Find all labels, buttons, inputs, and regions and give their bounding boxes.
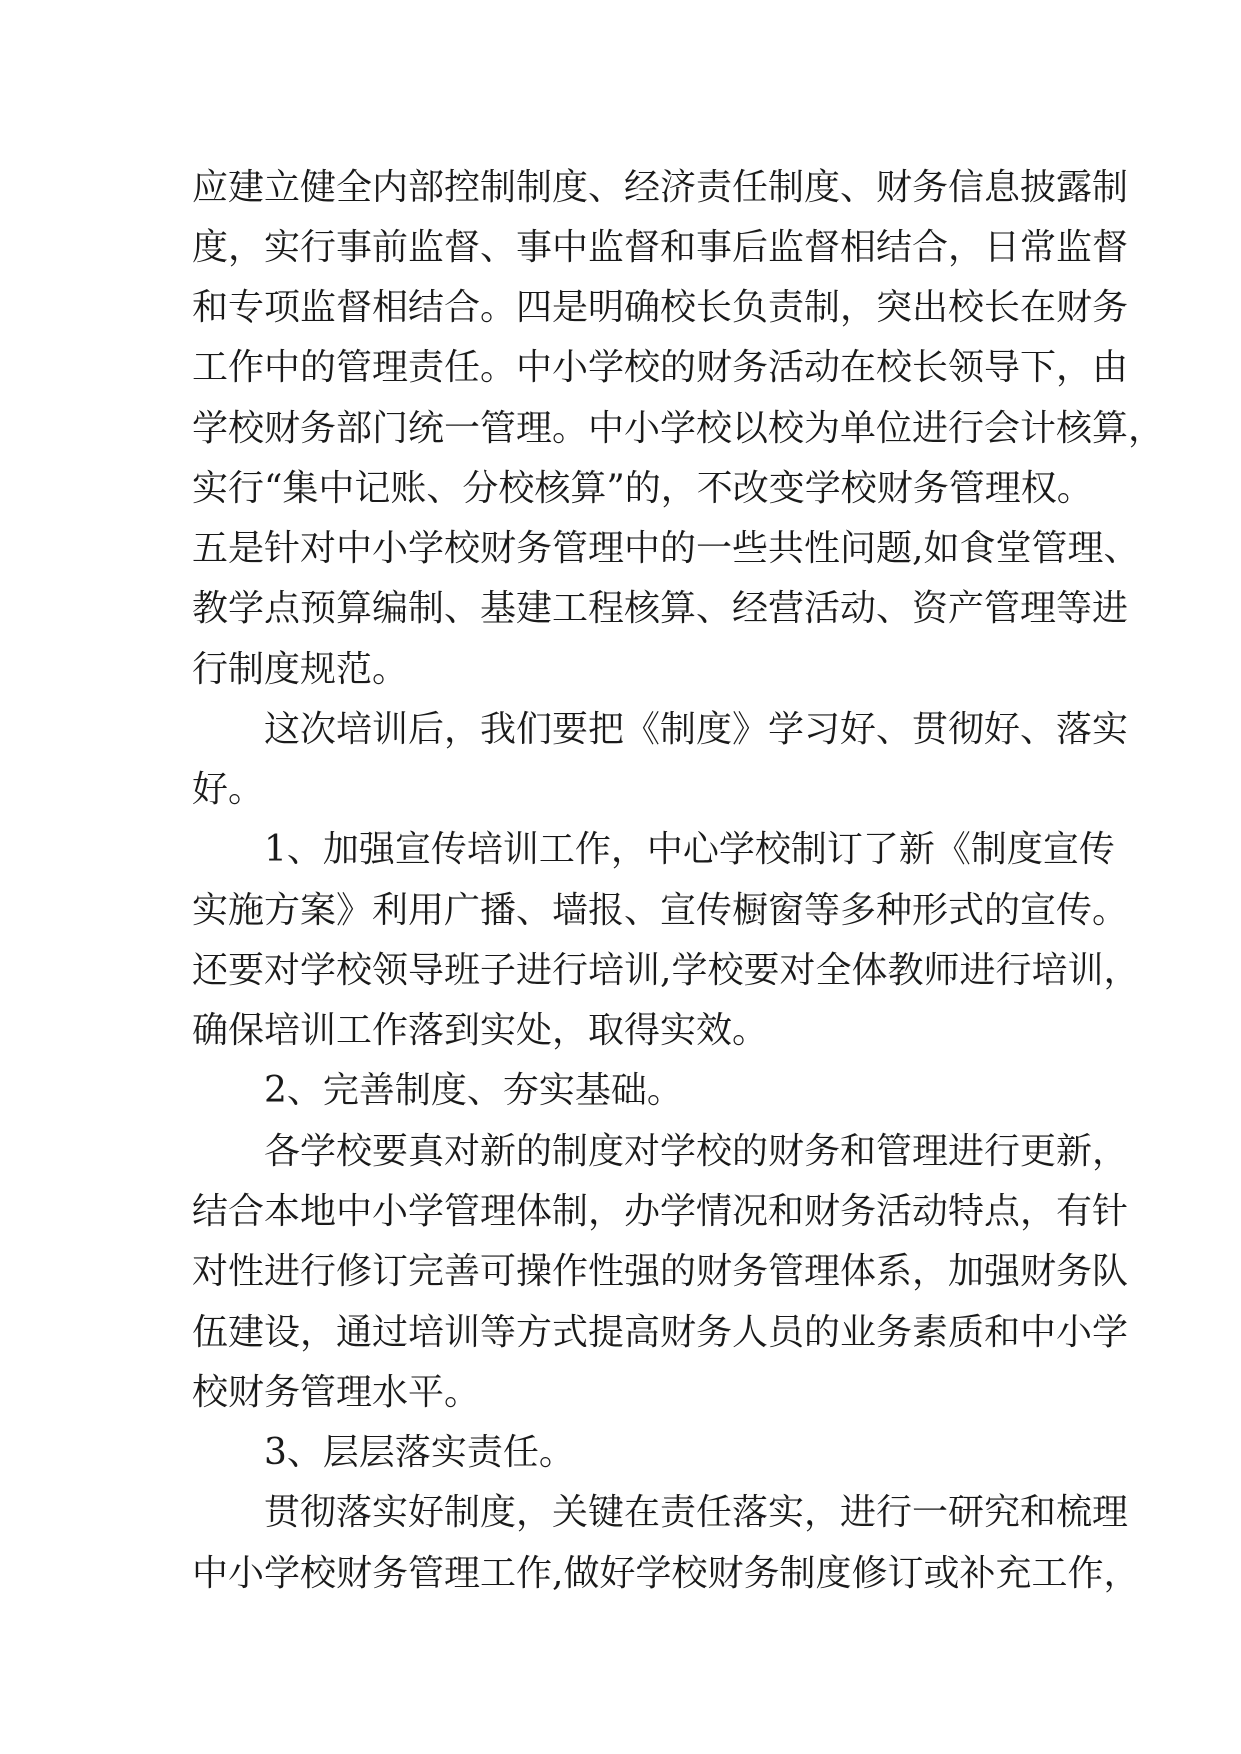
text-line: 教学点预算编制、基建工程核算、经营活动、资产管理等进 (192, 588, 1129, 629)
text-line: 工作中的管理责任。中小学校的财务活动在校长领导下，由 (192, 347, 1129, 388)
text-line: 结合本地中小学管理体制，办学情况和财务活动特点，有针 (192, 1191, 1129, 1232)
text-line: 实行“集中记账、分校核算”的，不改变学校财务管理权。 (192, 468, 1093, 509)
text-line: 实施方案》利用广播、墙报、宣传橱窗等多种形式的宣传。 (192, 890, 1129, 931)
text-line: 伍建设，通过培训等方式提高财务人员的业务素质和中小学 (192, 1312, 1129, 1353)
text-line: 校财务管理水平。 (192, 1372, 481, 1413)
text-line: 和专项监督相结合。四是明确校长负责制，突出校长在财务 (192, 287, 1129, 328)
text-line: 对性进行修订完善可操作性强的财务管理体系，加强财务队 (192, 1251, 1129, 1292)
text-line: 贯彻落实好制度，关键在责任落实，进行一研究和梳理 (264, 1492, 1129, 1533)
text-line: 应建立健全内部控制制度、经济责任制度、财务信息披露制 (192, 167, 1129, 208)
text-line: 确保培训工作落到实处，取得实效。 (192, 1010, 769, 1051)
text-line: 中小学校财务管理工作,做好学校财务制度修订或补充工作， (192, 1553, 1140, 1594)
text-line: 这次培训后，我们要把《制度》学习好、贯彻好、落实 (264, 709, 1129, 750)
text-line: 度，实行事前监督、事中监督和事后监督相结合，日常监督 (192, 227, 1129, 268)
text-line: 2、完善制度、夯实基础。 (264, 1070, 683, 1111)
text-line: 还要对学校领导班子进行培训,学校要对全体教师进行培训， (192, 950, 1140, 991)
text-line: 3、层层落实责任。 (264, 1432, 575, 1473)
text-line: 五是针对中小学校财务管理中的一些共性问题,如食堂管理、 (192, 528, 1140, 569)
text-line: 1、加强宣传培训工作，中心学校制订了新《制度宣传 (264, 829, 1115, 870)
text-line: 各学校要真对新的制度对学校的财务和管理进行更新， (264, 1131, 1129, 1172)
text-line: 行制度规范。 (192, 649, 409, 690)
text-line: 学校财务部门统一管理。中小学校以校为单位进行会计核算， (192, 408, 1165, 449)
text-line: 好。 (192, 769, 265, 810)
